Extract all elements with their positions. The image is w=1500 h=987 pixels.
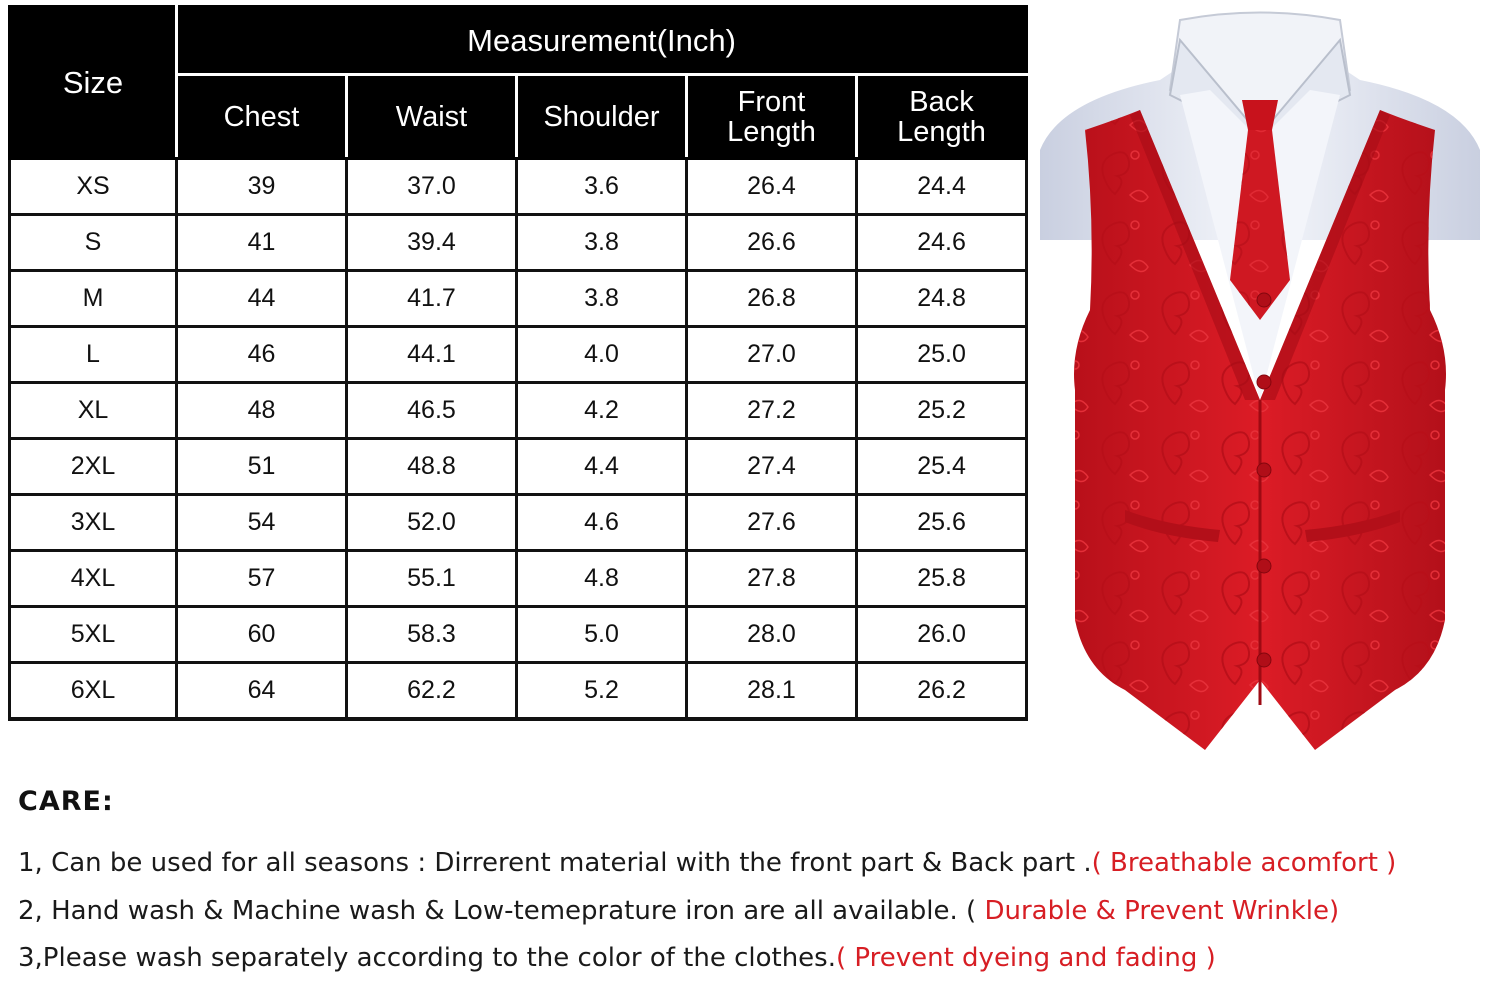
care-line-2-note: Durable & Prevent Wrinkle) bbox=[984, 896, 1340, 926]
measurement-cell: 24.4 bbox=[857, 159, 1027, 215]
size-chart-table bbox=[8, 5, 1028, 721]
column-header bbox=[177, 75, 347, 159]
care-line-2-text: 2, Hand wash & Machine wash & Low-temeprature iron are all available. ( bbox=[18, 896, 985, 926]
column-header-line1: Waist bbox=[395, 100, 468, 133]
size-cell: 3XL bbox=[10, 495, 177, 551]
column-header-line1: Chest bbox=[223, 100, 300, 133]
necktie-shape bbox=[1242, 100, 1278, 130]
measurement-cell: 25.0 bbox=[857, 327, 1027, 383]
measurement-cell: 46 bbox=[177, 327, 347, 383]
measurement-cell: 3.8 bbox=[517, 271, 687, 327]
size-cell: 5XL bbox=[10, 607, 177, 663]
measurement-cell: 39 bbox=[177, 159, 347, 215]
care-line-1-text: 1, Can be used for all seasons : Dirrerent material with the front part & Back part . bbox=[18, 848, 1092, 878]
column-header bbox=[347, 75, 517, 159]
vest-button bbox=[1257, 559, 1271, 573]
measurement-cell: 4.0 bbox=[517, 327, 687, 383]
measurement-cell: 27.6 bbox=[687, 495, 857, 551]
table-row bbox=[10, 551, 1027, 607]
measurement-cell: 54 bbox=[177, 495, 347, 551]
measurement-cell: 27.4 bbox=[687, 439, 857, 495]
column-header-line1: Shoulder bbox=[543, 100, 660, 133]
table-row bbox=[10, 159, 1027, 215]
column-header-line2: Length bbox=[727, 115, 816, 148]
size-table-body bbox=[10, 159, 1027, 720]
measurement-cell: 57 bbox=[177, 551, 347, 607]
vest-button bbox=[1257, 463, 1271, 477]
measurement-cell: 26.4 bbox=[687, 159, 857, 215]
size-cell: L bbox=[10, 327, 177, 383]
size-cell: 6XL bbox=[10, 663, 177, 720]
measurement-cell: 26.8 bbox=[687, 271, 857, 327]
care-line-2 bbox=[18, 896, 1339, 926]
measurement-cell: 62.2 bbox=[347, 663, 517, 720]
measurement-cell: 44.1 bbox=[347, 327, 517, 383]
measurement-cell: 24.6 bbox=[857, 215, 1027, 271]
size-cell: M bbox=[10, 271, 177, 327]
measurement-cell: 60 bbox=[177, 607, 347, 663]
measurement-cell: 28.0 bbox=[687, 607, 857, 663]
column-header-line1: Front bbox=[737, 85, 806, 118]
table-row bbox=[10, 663, 1027, 720]
measurement-cell: 26.2 bbox=[857, 663, 1027, 720]
measurement-cell: 24.8 bbox=[857, 271, 1027, 327]
vest-button bbox=[1257, 653, 1271, 667]
care-title: CARE: bbox=[18, 786, 114, 817]
measurement-cell: 37.0 bbox=[347, 159, 517, 215]
table-row bbox=[10, 383, 1027, 439]
vest-button bbox=[1257, 375, 1271, 389]
measurement-cell: 5.0 bbox=[517, 607, 687, 663]
measurement-cell: 39.4 bbox=[347, 215, 517, 271]
size-cell: S bbox=[10, 215, 177, 271]
measurement-cell: 4.4 bbox=[517, 439, 687, 495]
measurement-cell: 58.3 bbox=[347, 607, 517, 663]
size-cell: 4XL bbox=[10, 551, 177, 607]
column-header bbox=[857, 75, 1027, 159]
measurement-cell: 52.0 bbox=[347, 495, 517, 551]
column-header bbox=[517, 75, 687, 159]
care-line-1 bbox=[18, 848, 1396, 878]
column-header bbox=[687, 75, 857, 159]
care-line-3-text: 3,Please wash separately according to the color of the clothes. bbox=[18, 943, 836, 973]
measurement-cell: 48 bbox=[177, 383, 347, 439]
measurement-cell: 26.6 bbox=[687, 215, 857, 271]
measurement-cell: 3.6 bbox=[517, 159, 687, 215]
measurement-cell: 26.0 bbox=[857, 607, 1027, 663]
measurement-cell: 25.8 bbox=[857, 551, 1027, 607]
measurement-cell: 28.1 bbox=[687, 663, 857, 720]
measurement-cell: 3.8 bbox=[517, 215, 687, 271]
measurement-cell: 25.2 bbox=[857, 383, 1027, 439]
size-cell: 2XL bbox=[10, 439, 177, 495]
measurement-cell: 41.7 bbox=[347, 271, 517, 327]
size-column-header: Size bbox=[10, 7, 177, 159]
measurement-cell: 27.8 bbox=[687, 551, 857, 607]
measurement-cell: 4.8 bbox=[517, 551, 687, 607]
column-header-line2: Length bbox=[897, 115, 986, 148]
table-row bbox=[10, 215, 1027, 271]
measurement-cell: 41 bbox=[177, 215, 347, 271]
measurement-cell: 27.2 bbox=[687, 383, 857, 439]
measurement-cell: 51 bbox=[177, 439, 347, 495]
measurement-group-header: Measurement(Inch) bbox=[177, 7, 1027, 75]
measurement-cell: 25.4 bbox=[857, 439, 1027, 495]
measurement-cell: 4.6 bbox=[517, 495, 687, 551]
measurement-cell: 55.1 bbox=[347, 551, 517, 607]
care-line-1-note: ( Breathable acomfort ) bbox=[1091, 848, 1397, 878]
column-header-line1: Back bbox=[909, 85, 974, 118]
table-row bbox=[10, 327, 1027, 383]
measurement-cell: 46.5 bbox=[347, 383, 517, 439]
measurement-cell: 27.0 bbox=[687, 327, 857, 383]
table-row bbox=[10, 439, 1027, 495]
size-cell: XS bbox=[10, 159, 177, 215]
measurement-cell: 44 bbox=[177, 271, 347, 327]
table-row bbox=[10, 607, 1027, 663]
care-line-3-note: ( Prevent dyeing and fading ) bbox=[835, 943, 1216, 973]
measurement-cell: 25.6 bbox=[857, 495, 1027, 551]
measurement-cell: 64 bbox=[177, 663, 347, 720]
vest-button bbox=[1257, 293, 1271, 307]
measurement-cell: 4.2 bbox=[517, 383, 687, 439]
measurement-cell: 5.2 bbox=[517, 663, 687, 720]
red-paisley-vest-image bbox=[1030, 0, 1500, 780]
table-row bbox=[10, 495, 1027, 551]
size-cell: XL bbox=[10, 383, 177, 439]
care-line-3 bbox=[18, 943, 1216, 973]
measurement-cell: 48.8 bbox=[347, 439, 517, 495]
table-row bbox=[10, 271, 1027, 327]
